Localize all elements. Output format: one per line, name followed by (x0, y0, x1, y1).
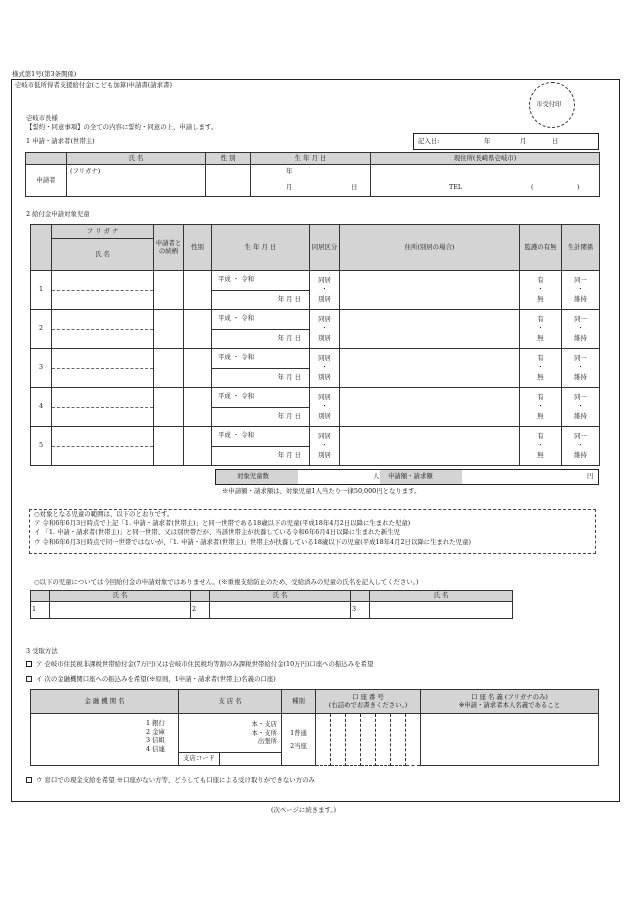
child-ymd[interactable]: 年 月 日 (212, 290, 310, 310)
livelihood-same: 同一 (574, 314, 587, 323)
excluded-no-2: 2 (191, 602, 210, 619)
entry-day: 日 (552, 137, 559, 145)
col-child-sex: 性別 (184, 225, 212, 271)
amount-unit: 円 (587, 472, 594, 480)
option-b[interactable] (26, 676, 276, 684)
account-type-1: 1普通 (290, 728, 307, 737)
child-furigana-field[interactable] (52, 271, 154, 291)
col-holder-note: ※申請・請求者本人名義であること (458, 700, 561, 709)
custody-yes: 有 (537, 314, 544, 323)
child-furigana-field[interactable] (52, 388, 154, 408)
account-digit[interactable] (316, 714, 331, 766)
excluded-corner-1 (31, 591, 50, 602)
option-c-checkbox[interactable] (26, 777, 32, 783)
section1-heading: 1 申請・請求者(世帯主) (26, 137, 95, 145)
option-b-checkbox[interactable] (26, 676, 32, 682)
scope-item-b: イ 「1. 申請・請求者(世帯主)」と同一世帯、又は別世帯だが、当該世帯主が扶養している令和6年6月4日以降に生まれた新生児 (34, 528, 401, 536)
child-row (31, 388, 600, 408)
child-cohab[interactable] (310, 349, 340, 388)
child-name-field[interactable] (52, 329, 154, 349)
section2-heading: 2 給付金申請対象児童 (26, 210, 90, 218)
option-a-label: ア 壱岐市住民税非課税世帯給付金(7万円)又は壱岐市住民税均等割のみ課税世帯給付金(10万円)口座への振込みを希望 (36, 660, 374, 668)
cohab-dot: ・ (321, 402, 328, 411)
excluded-name-1[interactable] (50, 602, 191, 619)
child-furigana-field[interactable] (52, 349, 154, 369)
child-livelihood[interactable] (562, 349, 600, 388)
cohab-dot: ・ (321, 285, 328, 294)
children-table (30, 224, 600, 466)
account-digit[interactable] (346, 714, 361, 766)
child-cohab[interactable] (310, 388, 340, 427)
custody-no: 無 (537, 450, 544, 459)
child-custody[interactable] (520, 388, 562, 427)
excluded-no-1: 1 (31, 602, 50, 619)
section3-heading: 3 受取方法 (26, 647, 58, 655)
child-livelihood[interactable] (562, 388, 600, 427)
custody-yes: 有 (537, 275, 544, 284)
col-account-note: (右詰めでお書きください。) (328, 700, 408, 709)
child-name-field[interactable] (52, 407, 154, 427)
child-livelihood[interactable] (562, 310, 600, 349)
child-relation-field[interactable] (154, 349, 184, 388)
child-era[interactable]: 平成 ・ 令和 (212, 271, 310, 291)
cohab-option-b: 別居 (318, 450, 331, 459)
child-custody[interactable] (520, 349, 562, 388)
cohab-dot: ・ (321, 324, 328, 333)
custody-dot: ・ (537, 324, 544, 333)
pledge-text: 【誓約・同意事項】の全ての内容に誓約・同意の上、申請します。 (26, 123, 218, 131)
entry-date-box (413, 133, 599, 150)
form-number: 様式第1号(第3条関係) (12, 70, 77, 78)
col-child-address: 住所(別居の場合) (340, 225, 520, 271)
child-era[interactable]: 平成 ・ 令和 (212, 310, 310, 330)
col-bank: 金 融 機 関 名 (31, 690, 179, 714)
child-cohab[interactable] (310, 427, 340, 466)
livelihood-same: 同一 (574, 275, 587, 284)
amount-note: ※申請額・請求額は、対象児童1人当たり一律50,000円となります。 (222, 487, 421, 495)
child-relation-field[interactable] (154, 427, 184, 466)
tel-paren-close: ) (577, 183, 580, 191)
livelihood-maintain: 維持 (574, 450, 587, 459)
account-digit[interactable] (406, 714, 421, 766)
livelihood-maintain: 維持 (574, 372, 587, 381)
account-digit[interactable] (376, 714, 391, 766)
custody-yes: 有 (537, 431, 544, 440)
child-row (31, 349, 600, 369)
child-address-field[interactable] (340, 388, 520, 427)
tel-paren-open: ( (531, 183, 534, 191)
excluded-col-name-2: 氏 名 (210, 591, 351, 602)
child-no: 5 (31, 427, 52, 466)
branch-type-2: 本・支所 (251, 728, 277, 737)
branch-code-label: 支店コード (183, 754, 215, 763)
scope-intro: ○対象となる児童の範囲は、以下のとおりです。 (34, 510, 174, 518)
child-address-field[interactable] (340, 349, 520, 388)
custody-no: 無 (537, 372, 544, 381)
custody-no: 無 (537, 294, 544, 303)
child-era[interactable]: 平成 ・ 令和 (212, 349, 310, 369)
child-ymd[interactable]: 年 月 日 (212, 407, 310, 427)
scope-item-c: ウ 令和6年6月3日時点で同一世帯ではないが、「1. 申請・請求者(世帯主)」世帯主が扶養している18歳以下の児童(平成18年4月2日以降に生まれた児童) (34, 538, 471, 546)
cohab-option-b: 別居 (318, 294, 331, 303)
account-digit[interactable] (331, 714, 346, 766)
col-holder-label: 口 座 名 義 (フリガナのみ) (471, 692, 548, 701)
cohab-option-a: 同居 (318, 314, 331, 323)
applicant-sex-field[interactable] (206, 165, 251, 197)
account-digit[interactable] (391, 714, 406, 766)
child-sex-field[interactable] (184, 271, 212, 310)
livelihood-maintain: 維持 (574, 294, 587, 303)
child-name-field[interactable] (52, 368, 154, 388)
applicant-table (25, 152, 600, 197)
furigana-label: (フリガナ) (70, 167, 101, 175)
excluded-col-name-1: 氏 名 (50, 591, 191, 602)
livelihood-maintain: 維持 (574, 333, 587, 342)
livelihood-same: 同一 (574, 353, 587, 362)
child-sex-field[interactable] (184, 427, 212, 466)
child-no: 4 (31, 388, 52, 427)
child-era[interactable]: 平成 ・ 令和 (212, 427, 310, 447)
account-type-field[interactable] (282, 714, 316, 766)
excluded-name-3[interactable] (370, 602, 513, 619)
dob-day: 日 (351, 183, 358, 191)
child-relation-field[interactable] (154, 271, 184, 310)
col-account-label: 口 座 番 号 (352, 692, 384, 701)
branch-name-field[interactable] (179, 714, 282, 766)
entry-year: 年 (484, 137, 491, 145)
col-address: 現住所(長崎県壱岐市) (371, 153, 600, 165)
applicant-dob-field[interactable] (251, 165, 371, 197)
child-address-field[interactable] (340, 310, 520, 349)
applicant-row-label: 申請者 (26, 165, 67, 197)
child-furigana-field[interactable] (52, 427, 154, 447)
col-livelihood: 生計関係 (562, 225, 600, 271)
custody-no: 無 (537, 333, 544, 342)
col-holder (421, 690, 599, 714)
livelihood-same: 同一 (574, 431, 587, 440)
cohab-option-a: 同居 (318, 275, 331, 284)
child-row (31, 271, 600, 291)
child-no: 1 (31, 271, 52, 310)
livelihood-dot: ・ (577, 324, 584, 333)
bank-name-field[interactable] (31, 714, 179, 766)
col-cohab: 同居区分 (310, 225, 340, 271)
stamp-label: 市受付印 (536, 100, 562, 108)
child-name-field[interactable] (52, 446, 154, 466)
child-row (31, 427, 600, 447)
custody-dot: ・ (537, 402, 544, 411)
count-unit: 人 (373, 472, 380, 480)
child-name-field[interactable] (52, 290, 154, 310)
child-relation-field[interactable] (154, 388, 184, 427)
col-sex: 性 別 (206, 153, 251, 165)
col-type: 種別 (282, 690, 316, 714)
custody-yes: 有 (537, 353, 544, 362)
entry-date-label: 記入日: (418, 137, 440, 145)
child-ymd[interactable]: 年 月 日 (212, 446, 310, 466)
col-child-dob: 生 年 月 日 (212, 225, 310, 271)
col-child-name: 氏 名 (52, 239, 154, 271)
addressee: 壱岐市長様 (26, 114, 58, 122)
col-name: 氏 名 (67, 153, 206, 165)
child-cohab[interactable] (310, 310, 340, 349)
custody-dot: ・ (537, 363, 544, 372)
col-child-furigana: フ リ ガ ナ (52, 225, 154, 239)
children-corner (31, 225, 52, 271)
livelihood-dot: ・ (577, 285, 584, 294)
child-livelihood[interactable] (562, 427, 600, 466)
cohab-option-a: 同居 (318, 392, 331, 401)
col-dob: 生 年 月 日 (251, 153, 371, 165)
child-livelihood[interactable] (562, 271, 600, 310)
cohab-option-a: 同居 (318, 353, 331, 362)
cohab-dot: ・ (321, 441, 328, 450)
child-relation-field[interactable] (154, 310, 184, 349)
custody-yes: 有 (537, 392, 544, 401)
excluded-name-2[interactable] (210, 602, 351, 619)
child-sex-field[interactable] (184, 310, 212, 349)
bank-type-1: 1 銀行 (146, 719, 165, 727)
custody-dot: ・ (537, 441, 544, 450)
form-title: 壱岐市低所得者支援給付金(こども加算)申請書(請求書) (15, 81, 172, 89)
livelihood-dot: ・ (577, 363, 584, 372)
child-address-field[interactable] (340, 427, 520, 466)
excluded-col-name-3: 氏 名 (370, 591, 513, 602)
child-row (31, 310, 600, 330)
col-relation: 申請者との続柄 (154, 225, 184, 271)
child-address-field[interactable] (340, 271, 520, 310)
excluded-table (30, 590, 513, 619)
excluded-intro: ○以下の児童については今回給付金の申請対象ではありません。(※重複支給防止のため、受給済みの児童の氏名を記入してください。) (34, 578, 419, 586)
account-type-2: 2当座 (290, 741, 307, 750)
scope-item-a: ア 令和6年6月3日時点で上記「1. 申請・請求者(世帯主)」と同一世帯である18歳以下の児童(平成18年4月2日以降に生まれた児童) (34, 519, 411, 527)
child-furigana-field[interactable] (52, 310, 154, 330)
account-holder-field[interactable] (421, 714, 599, 766)
option-c-label: ウ 窓口での現金支給を希望 ※口座がない方等、どうしても口座による受け取りができない方のみ (36, 776, 315, 784)
livelihood-same: 同一 (574, 392, 587, 401)
dob-month: 月 (286, 183, 293, 191)
count-label: 対象児童数 (237, 472, 269, 480)
branch-type-1: 本・支店 (251, 720, 277, 728)
bank-type-3: 3 信組 (146, 736, 165, 745)
option-a[interactable] (26, 661, 373, 669)
bank-table (30, 689, 599, 766)
entry-month: 月 (520, 137, 527, 145)
cohab-option-b: 別居 (318, 333, 331, 342)
col-custody: 監護の有無 (520, 225, 562, 271)
child-ymd[interactable]: 年 月 日 (212, 329, 310, 349)
child-custody[interactable] (520, 310, 562, 349)
custody-no: 無 (537, 411, 544, 420)
next-page-note: (次ページに続きます。) (271, 806, 337, 814)
dob-year: 年 (286, 167, 293, 175)
option-a-checkbox[interactable] (26, 661, 32, 667)
applicant-address-field[interactable] (371, 165, 600, 197)
cohab-option-a: 同居 (318, 431, 331, 440)
child-no: 3 (31, 349, 52, 388)
tel-label: TEL (449, 183, 463, 191)
child-sex-field[interactable] (184, 388, 212, 427)
bank-type-4: 4 信連 (146, 744, 165, 753)
excluded-no-3: 3 (351, 602, 370, 619)
applicant-name-field[interactable] (67, 165, 206, 197)
bank-type-2: 2 金庫 (146, 727, 165, 736)
child-custody[interactable] (520, 427, 562, 466)
option-c[interactable] (26, 777, 315, 785)
child-sex-field[interactable] (184, 349, 212, 388)
livelihood-dot: ・ (577, 402, 584, 411)
child-ymd[interactable]: 年 月 日 (212, 368, 310, 388)
livelihood-dot: ・ (577, 441, 584, 450)
cohab-option-b: 別居 (318, 372, 331, 381)
account-digit[interactable] (361, 714, 376, 766)
branch-type-3: 出張所 (257, 737, 277, 746)
child-custody[interactable] (520, 271, 562, 310)
excluded-corner-2 (191, 591, 210, 602)
col-branch: 支 店 名 (179, 690, 282, 714)
cohab-dot: ・ (321, 363, 328, 372)
excluded-corner-3 (351, 591, 370, 602)
child-era[interactable]: 平成 ・ 令和 (212, 388, 310, 408)
child-cohab[interactable] (310, 271, 340, 310)
cohab-option-b: 別居 (318, 411, 331, 420)
child-no: 2 (31, 310, 52, 349)
livelihood-maintain: 維持 (574, 411, 587, 420)
applicant-corner (26, 153, 67, 165)
amount-label: 申請額・請求額 (388, 472, 433, 480)
option-b-label: イ 次の金融機関口座への振込みを希望(※原則、1申請・請求者(世帯主)名義の口座) (36, 675, 276, 683)
col-account (316, 690, 421, 714)
custody-dot: ・ (537, 285, 544, 294)
